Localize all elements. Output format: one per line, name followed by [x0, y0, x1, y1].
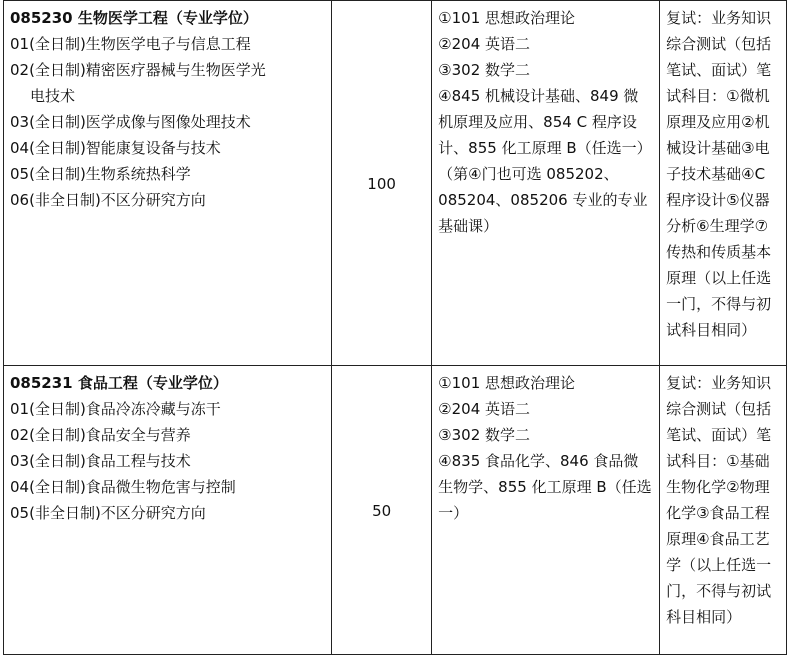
direction-item-continued: 电技术	[30, 87, 76, 105]
table-row	[4, 366, 787, 655]
direction-item: 03(全日制)医学成像与图像处理技术	[10, 113, 251, 131]
exam-subjects-cell	[432, 1, 660, 366]
program-title: 085231 食品工程（专业学位）	[10, 374, 228, 392]
program-cell	[4, 1, 332, 366]
direction-item: 04(全日制)智能康复设备与技术	[10, 139, 221, 157]
quota-cell: 50	[332, 366, 432, 655]
exam-subject: ③302 数学二	[438, 61, 531, 79]
direction-item: 02(全日制)精密医疗器械与生物医学光	[10, 61, 266, 79]
exam-subject: ④835 食品化学、846 食品微生物学、855 化工原理 B（任选一）	[438, 452, 652, 522]
quota-cell: 100	[332, 1, 432, 366]
direction-item: 06(非全日制)不区分研究方向	[10, 191, 206, 209]
retest-cell: 复试：业务知识综合测试（包括笔试、面试）笔试科目：①基础生物化学②物理化学③食品工程原理④食品工艺学（以上任选一门，不得与初试科目相同）	[660, 366, 787, 655]
direction-item: 01(全日制)生物医学电子与信息工程	[10, 35, 251, 53]
exam-subject: ①101 思想政治理论	[438, 374, 576, 392]
exam-subjects-cell	[432, 366, 660, 655]
exam-subject: ①101 思想政治理论	[438, 9, 576, 27]
exam-subject: ④845 机械设计基础、849 微机原理及应用、854 C 程序设计、855 化工原理 B（任选一）（第④门也可选 085202、085204、085206 专业的专业基础课）	[438, 87, 652, 235]
exam-subject: ②204 英语二	[438, 400, 531, 418]
direction-item: 05(全日制)生物系统热科学	[10, 165, 191, 183]
direction-item: 04(全日制)食品微生物危害与控制	[10, 478, 236, 496]
table-row	[4, 1, 787, 366]
direction-item: 05(非全日制)不区分研究方向	[10, 504, 206, 522]
exam-subject: ③302 数学二	[438, 426, 531, 444]
program-cell	[4, 366, 332, 655]
direction-item: 03(全日制)食品工程与技术	[10, 452, 191, 470]
direction-item: 02(全日制)食品安全与营养	[10, 426, 191, 444]
exam-subject: ②204 英语二	[438, 35, 531, 53]
program-title: 085230 生物医学工程（专业学位）	[10, 9, 258, 27]
retest-cell: 复试：业务知识综合测试（包括笔试、面试）笔试科目：①微机原理及应用②机械设计基础③电子技术基础④C 程序设计⑤仪器分析⑥生理学⑦传热和传质基本原理（以上任选一门，不得与初试科目相同）	[660, 1, 787, 366]
direction-item: 01(全日制)食品冷冻冷藏与冻干	[10, 400, 221, 418]
admissions-table	[3, 0, 787, 655]
